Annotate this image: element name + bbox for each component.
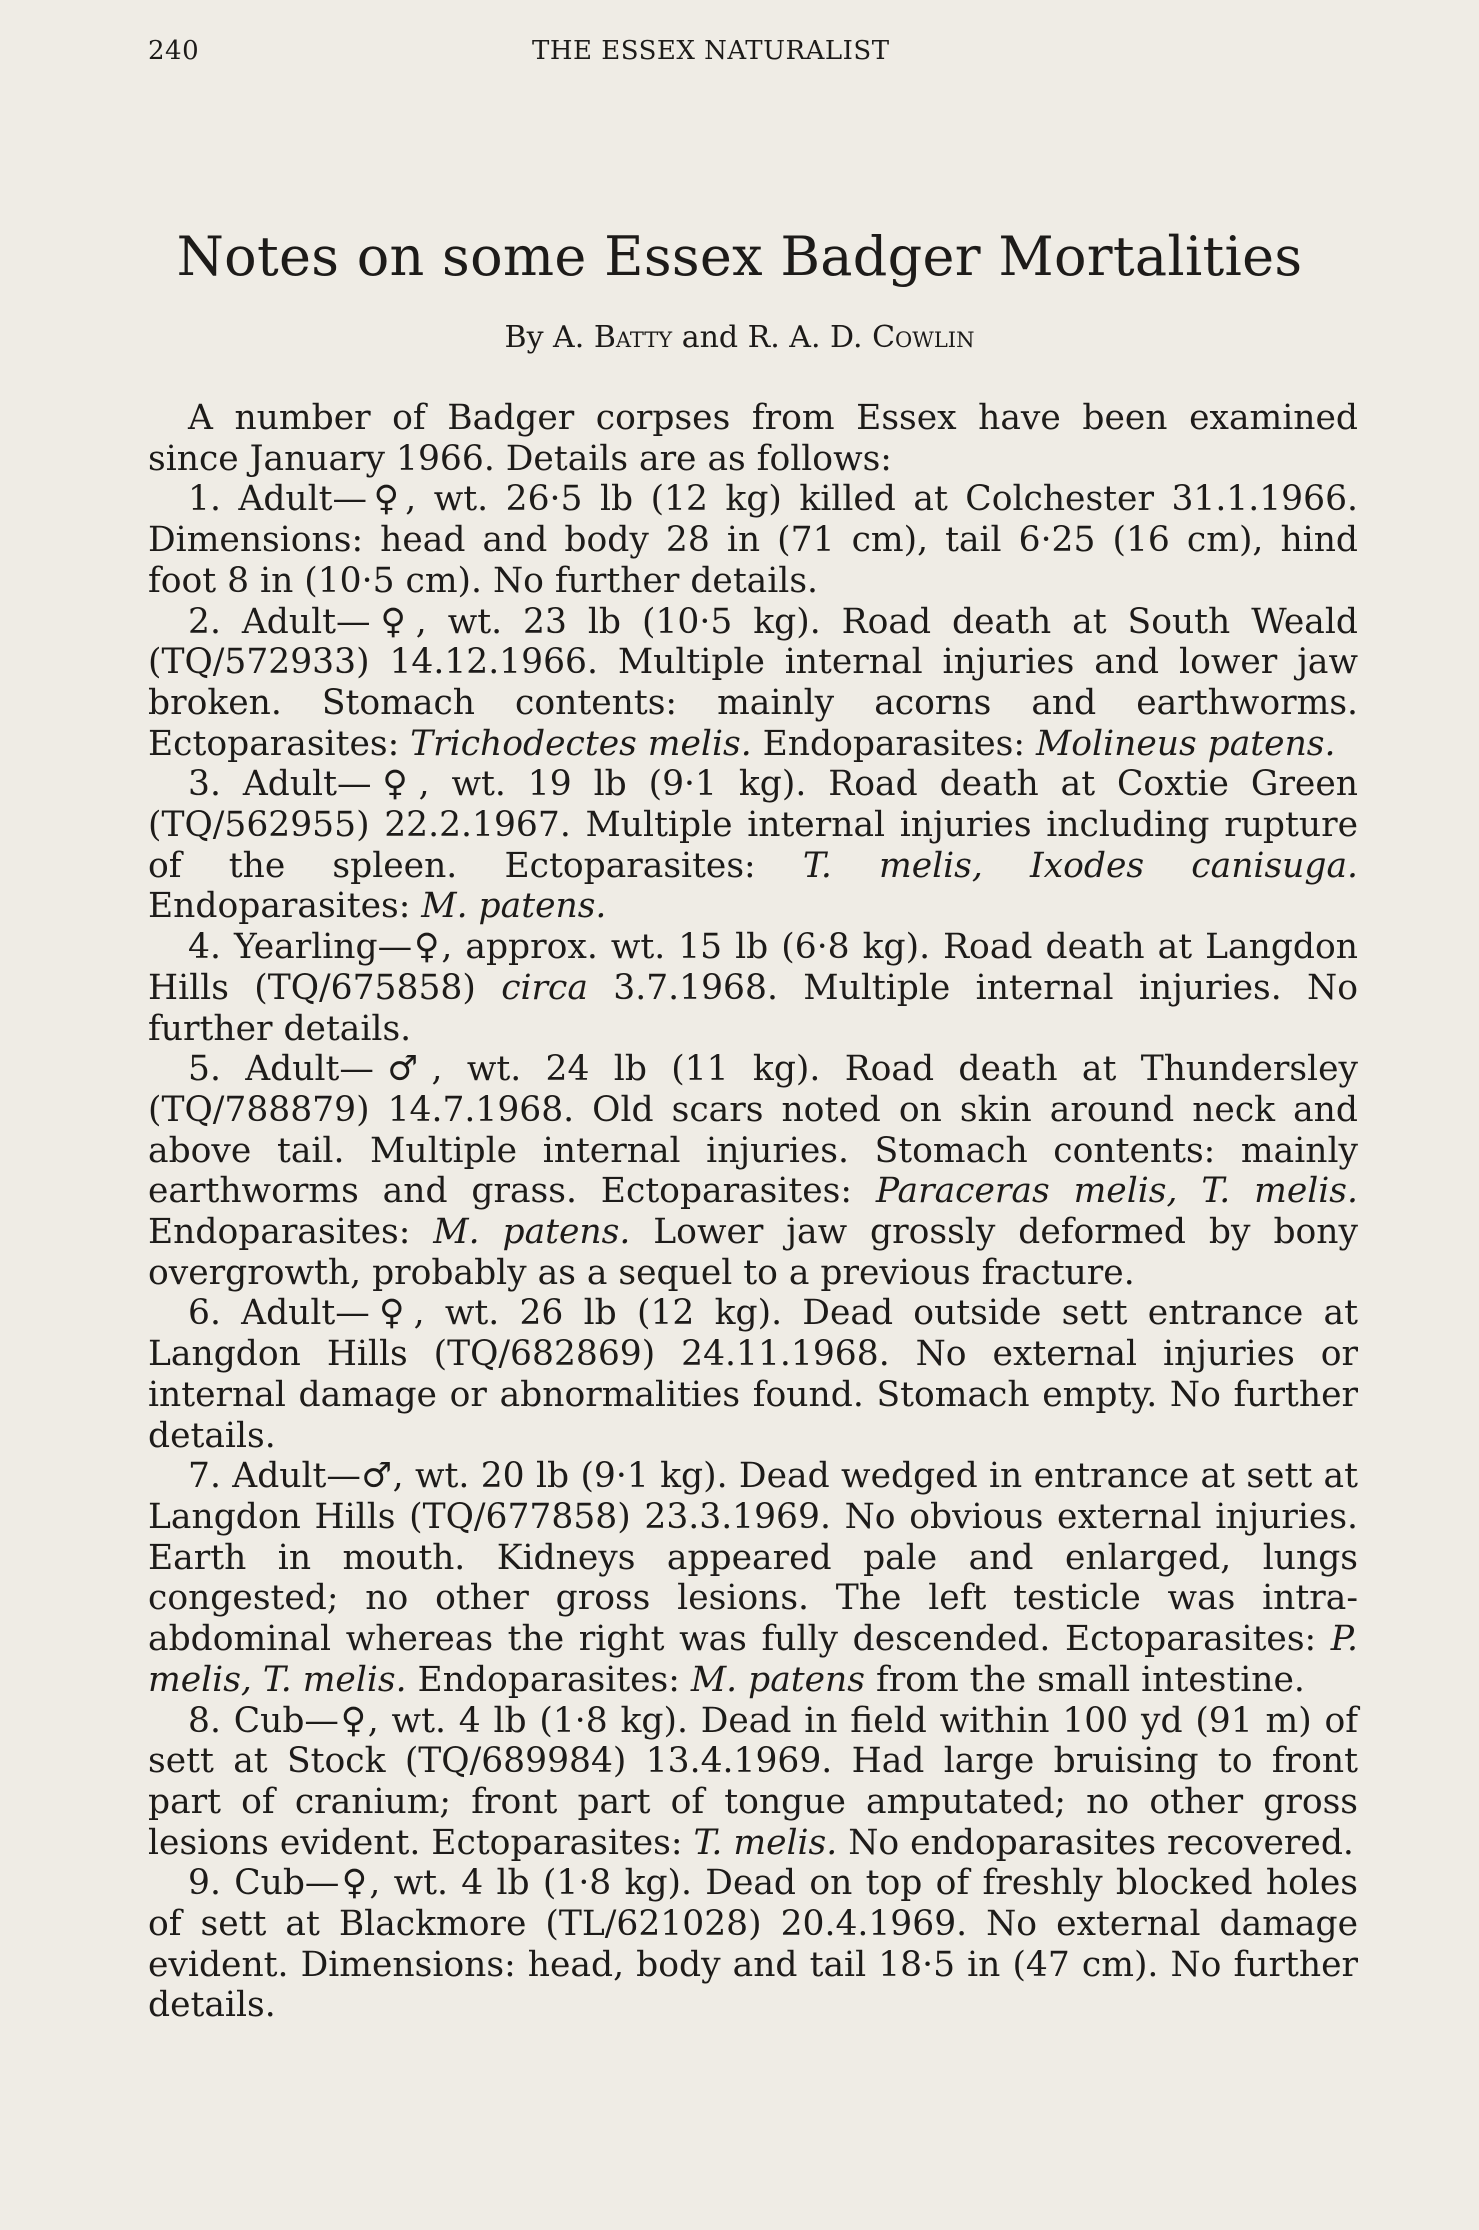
entry-text: Endoparasites:: [148, 1212, 434, 1253]
author-cowlin: Cowlin: [872, 320, 975, 355]
species-name: T. melis, Ixodes canisuga.: [802, 845, 1358, 886]
entry-text: 5. Adult—♂, wt. 24 lb (11 kg). Road death at Thundersley (TQ/788879) 14.7.1968. Old scars noted on skin around neck and above tail. Multiple internal injuries. Stomach contents: mainly earthworms and grass. Ectoparasites:: [148, 1049, 1358, 1212]
entry-text: 6. Adult—♀, wt. 26 lb (12 kg). Dead outside sett entrance at Langdon Hills (TQ/682869) 24.11.1968. No external injuries or internal damage or abnormalities found. Stomach empty. No further details.: [148, 1293, 1358, 1456]
entry-text: 1. Adult—♀, wt. 26·5 lb (12 kg) killed at Colchester 31.1.1966. Dimensions: head and body 28 in (71 cm), tail 6·25 (16 cm), hind foot 8 in (10·5 cm). No further details.: [148, 479, 1358, 601]
specimen-entry-9: [148, 1863, 1358, 2026]
entry-text: 8. Cub—♀, wt. 4 lb (1·8 kg). Dead in field within 100 yd (91 m) of sett at Stock (TQ/689984) 13.4.1969. Had large bruising to front part of cranium; front part of tongue amputated; no other gross lesions evident. Ectoparasites:: [148, 1700, 1358, 1863]
intro-paragraph: A number of Badger corpses from Essex have been examined since January 1966. Details are as follows:: [148, 398, 1358, 479]
journal-name: THE ESSEX NATURALIST: [532, 36, 890, 66]
species-name: circa: [501, 967, 588, 1008]
entry-text: Endoparasites:: [406, 1659, 691, 1700]
entry-text: Lower jaw grossly deformed by bony overgrowth, probably as a sequel to a previous fracture.: [148, 1212, 1359, 1293]
specimen-entry-7: [148, 1456, 1358, 1700]
byline-joiner: and R. A. D.: [672, 320, 873, 355]
entry-text: 9. Cub—♀, wt. 4 lb (1·8 kg). Dead on top of freshly blocked holes of sett at Blackmore (TL/621028) 20.4.1969. No external damage evident. Dimensions: head, body and tail 18·5 in (47 cm). No further details.: [148, 1863, 1358, 2026]
entry-text: No endoparasites recovered.: [837, 1822, 1354, 1863]
entry-text: Endoparasites:: [751, 723, 1036, 764]
author-batty: Batty: [593, 320, 673, 355]
entry-text: 3. Adult—♀, wt. 19 lb (9·1 kg). Road death at Coxtie Green (TQ/562955) 22.2.1967. Multiple internal injuries including rupture of the spleen. Ectoparasites:: [148, 764, 1358, 886]
species-name: M. patens.: [433, 1212, 631, 1253]
running-head: [148, 36, 1348, 76]
specimen-entry-3: [148, 764, 1358, 927]
species-name: T. melis.: [693, 1822, 838, 1863]
species-name: Paraceras melis, T. melis.: [875, 1171, 1358, 1212]
specimen-entry-1: [148, 479, 1358, 601]
entry-text: 3.7.1968. Multiple internal injuries. No further details.: [148, 967, 1358, 1049]
page-number: 240: [148, 36, 200, 66]
species-name: M. patens: [690, 1659, 865, 1700]
specimen-entry-4: [148, 927, 1358, 1049]
entry-text: 4. Yearling—♀, approx. wt. 15 lb (6·8 kg). Road death at Langdon Hills (TQ/675858): [148, 927, 1358, 1008]
species-name: M. patens.: [421, 886, 607, 927]
specimen-entry-6: [148, 1293, 1358, 1456]
entry-text: from the small intestine.: [864, 1659, 1305, 1700]
article-byline: [0, 318, 1479, 358]
specimen-list: [148, 479, 1358, 2026]
entry-text: Endoparasites:: [148, 886, 422, 927]
species-name: Molineus patens.: [1035, 723, 1336, 764]
specimen-entry-2: [148, 602, 1358, 765]
specimen-entry-5: [148, 1049, 1358, 1293]
species-name: P. melis, T. melis.: [148, 1619, 1358, 1700]
article-body: [148, 398, 1358, 2026]
article-title: Notes on some Essex Badger Mortalities: [176, 225, 1303, 288]
specimen-entry-8: [148, 1701, 1358, 1864]
byline-prefix: By A.: [504, 320, 594, 355]
entry-text: 2. Adult—♀, wt. 23 lb (10·5 kg). Road death at South Weald (TQ/572933) 14.12.1966. Multiple internal injuries and lower jaw broken. Stomach contents: mainly acorns and earthworms. Ectoparasites:: [148, 601, 1358, 764]
entry-text: 7. Adult—♂, wt. 20 lb (9·1 kg). Dead wedged in entrance at sett at Langdon Hills (TQ/677858) 23.3.1969. No obvious external injuries. Earth in mouth. Kidneys appeared pale and enlarged, lungs congested; no other gross lesions. The left testicle was intra-abdominal whereas the right was fully descended. Ectoparasites:: [148, 1456, 1358, 1660]
species-name: Trichodectes melis.: [410, 723, 752, 764]
